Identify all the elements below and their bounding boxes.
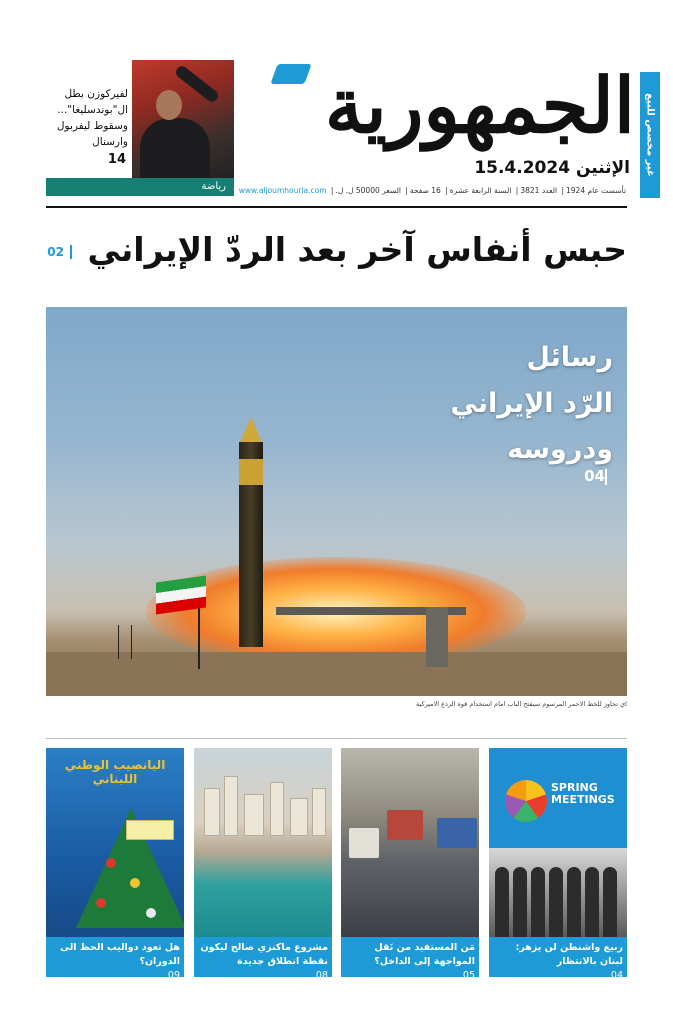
- not-for-sale-tab: غير مخصص للبيع: [640, 72, 660, 198]
- divider: [46, 738, 627, 739]
- masthead-accent-mark: [270, 64, 311, 84]
- photo-caption: اي تجاوز للخط الاحمر المرسوم سيفتح الباب امام استخدام قوة الردع الاميركية: [416, 700, 627, 708]
- story-card-mckinsey[interactable]: [194, 748, 332, 981]
- sport-section-label: رياضة: [46, 178, 234, 196]
- missile: [239, 417, 263, 445]
- website-link[interactable]: www.aljoumhouria.com: [238, 186, 327, 195]
- headline-page-number: 02: [47, 244, 64, 259]
- spring-meetings-image-text: SPRING MEETINGS: [551, 781, 615, 806]
- lottery-image-title: اليانصيب الوطني اللبناني: [64, 758, 166, 786]
- price: السعر 50000 ل. ل.: [335, 186, 401, 195]
- sport-teaser-text: لفيركوزن بطل ال"بوندسليغا"... وسقوط ليفربول وارسنال: [56, 88, 128, 148]
- sport-teaser[interactable]: [46, 60, 234, 196]
- hero-photo[interactable]: [46, 307, 627, 696]
- story-card-text: هل تعود دواليب الحظ الى الدوران؟ 09: [60, 942, 180, 981]
- year-label: السنة الرابعة عشرة: [449, 186, 512, 195]
- beirut-coast-photo: [194, 748, 332, 937]
- story-card-text: مَن المستفيد من نَقل المواجهة إلى الداخل؟ 05: [374, 942, 475, 981]
- sport-page-number: 14: [107, 152, 126, 167]
- divider: [46, 206, 627, 208]
- issue-info-bar: تأسست عام 1924| العدد 3821| السنة الرابعة عشرة| 16 صفحة| السعر 50000 ل. ل.| www.aljoumhouria.com: [238, 186, 626, 195]
- story-card-spring-meetings[interactable]: [489, 748, 627, 981]
- masthead: [270, 62, 635, 162]
- story-card-text: مشروع ماكنزي صالح ليكون نقطة انطلاق جديدة 08: [200, 942, 328, 981]
- newspaper-title: الجمهورية: [324, 61, 635, 150]
- issue-date: الإثنين 15.4.2024: [474, 158, 630, 178]
- crowd-photo: [341, 748, 479, 937]
- meetings-logo-icon: [505, 780, 547, 822]
- main-headline[interactable]: [46, 226, 627, 276]
- main-headline-text: حبس أنفاس آخر بعد الردّ الإيراني: [87, 230, 627, 269]
- story-card-lottery[interactable]: [46, 748, 184, 981]
- lottery-photo: [46, 748, 184, 937]
- spring-meetings-photo: [489, 748, 627, 937]
- sport-photo: [132, 60, 234, 178]
- page-count: 16 صفحة: [409, 186, 441, 195]
- hero-page-number: 04: [584, 467, 605, 485]
- page-ref-bar: [70, 245, 72, 259]
- story-card-crowd[interactable]: [341, 748, 479, 981]
- founded-year: تأسست عام 1924: [566, 186, 626, 195]
- hero-title: رسائل الرّد الإيراني ودروسه: [450, 342, 613, 465]
- story-card-text: ربيع واشنطن لن يزهر: لبنان بالانتظار 04: [515, 942, 623, 981]
- issue-number: العدد 3821: [520, 186, 558, 195]
